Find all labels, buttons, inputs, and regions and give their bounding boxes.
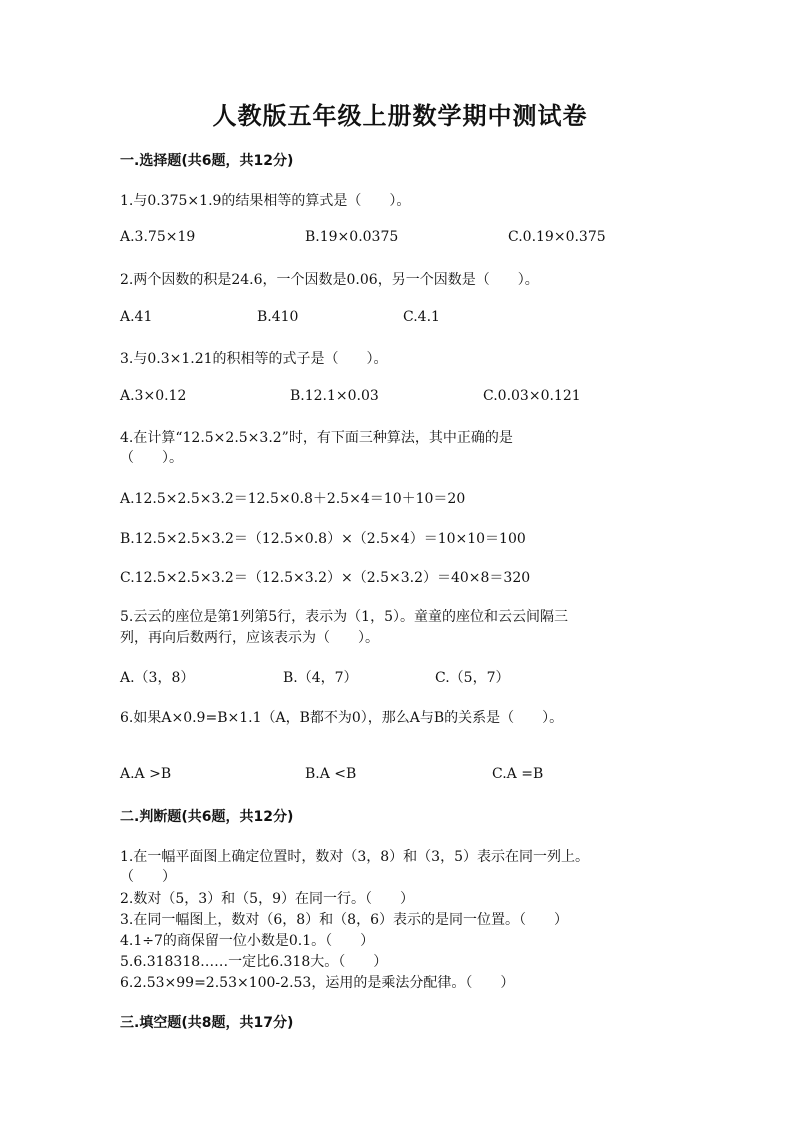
option-b: B.410 [257,309,299,325]
question-stem-continued: 列，再向后数两行，应该表示为（ ）。 [120,630,379,646]
judgment-item: 2.数对（5，3）和（5，9）在同一行。（ ） [120,891,414,907]
question-stem: 4.在计算“12.5×2.5×3.2”时，有下面三种算法，其中正确的是 [120,430,513,446]
option-b: B.19×0.0375 [305,229,399,245]
option-a: A.3×0.12 [120,388,187,404]
question-stem: 5.云云的座位是第1列第5行，表示为（1，5）。童童的座位和云云间隔三 [120,609,568,625]
judgment-item: 3.在同一幅图上，数对（6，8）和（8，6）表示的是同一位置。（ ） [120,912,568,928]
question-stem: 6.如果A×0.9=B×1.1（A，B都不为0），那么A与B的关系是（ ）。 [120,710,564,726]
option-b: B.12.5×2.5×3.2＝（12.5×0.8）×（2.5×4）＝10×10＝100 [120,531,526,547]
option-c: C.（5，7） [435,670,510,686]
question-stem: 2.两个因数的积是24.6，一个因数是0.06，另一个因数是（ ）。 [120,272,539,288]
option-c: C.4.1 [403,309,440,325]
option-b: B.12.1×0.03 [290,388,379,404]
section-heading-judgment: 二.判断题(共6题，共12分) [120,809,294,825]
judgment-item: 1.在一幅平面图上确定位置时，数对（3，8）和（3，5）表示在同一列上。 [120,849,589,865]
option-a: A.12.5×2.5×3.2＝12.5×0.8＋2.5×4＝10＋10＝20 [120,491,466,507]
judgment-item: 4.1÷7的商保留一位小数是0.1。（ ） [120,933,375,949]
option-b: B.（4，7） [283,670,358,686]
option-a: A.41 [120,309,153,325]
option-c: C.0.03×0.121 [483,388,581,404]
question-stem: 3.与0.3×1.21的积相等的式子是（ ）。 [120,351,388,367]
judgment-item: 6.2.53×99=2.53×100-2.53，运用的是乘法分配律。（ ） [120,975,515,991]
question-stem: 1.与0.375×1.9的结果相等的算式是（ ）。 [120,193,411,209]
page-title: 人教版五年级上册数学期中测试卷 [212,102,588,130]
section-heading-fill: 三.填空题(共8题，共17分) [120,1015,294,1031]
section-heading-choice: 一.选择题(共6题，共12分) [120,153,294,169]
option-c: C.A =B [492,766,544,782]
option-a: A.3.75×19 [120,229,196,245]
judgment-item-continued: （ ） [120,869,176,885]
option-b: B.A <B [305,766,357,782]
option-c: C.12.5×2.5×3.2＝（12.5×3.2）×（2.5×3.2）＝40×8＝320 [120,570,531,586]
option-a: A.（3，8） [120,670,195,686]
option-c: C.0.19×0.375 [508,229,606,245]
judgment-item: 5.6.318318……一定比6.318大。（ ） [120,954,388,970]
option-a: A.A >B [120,766,172,782]
question-stem-continued: （ ）。 [120,450,183,466]
